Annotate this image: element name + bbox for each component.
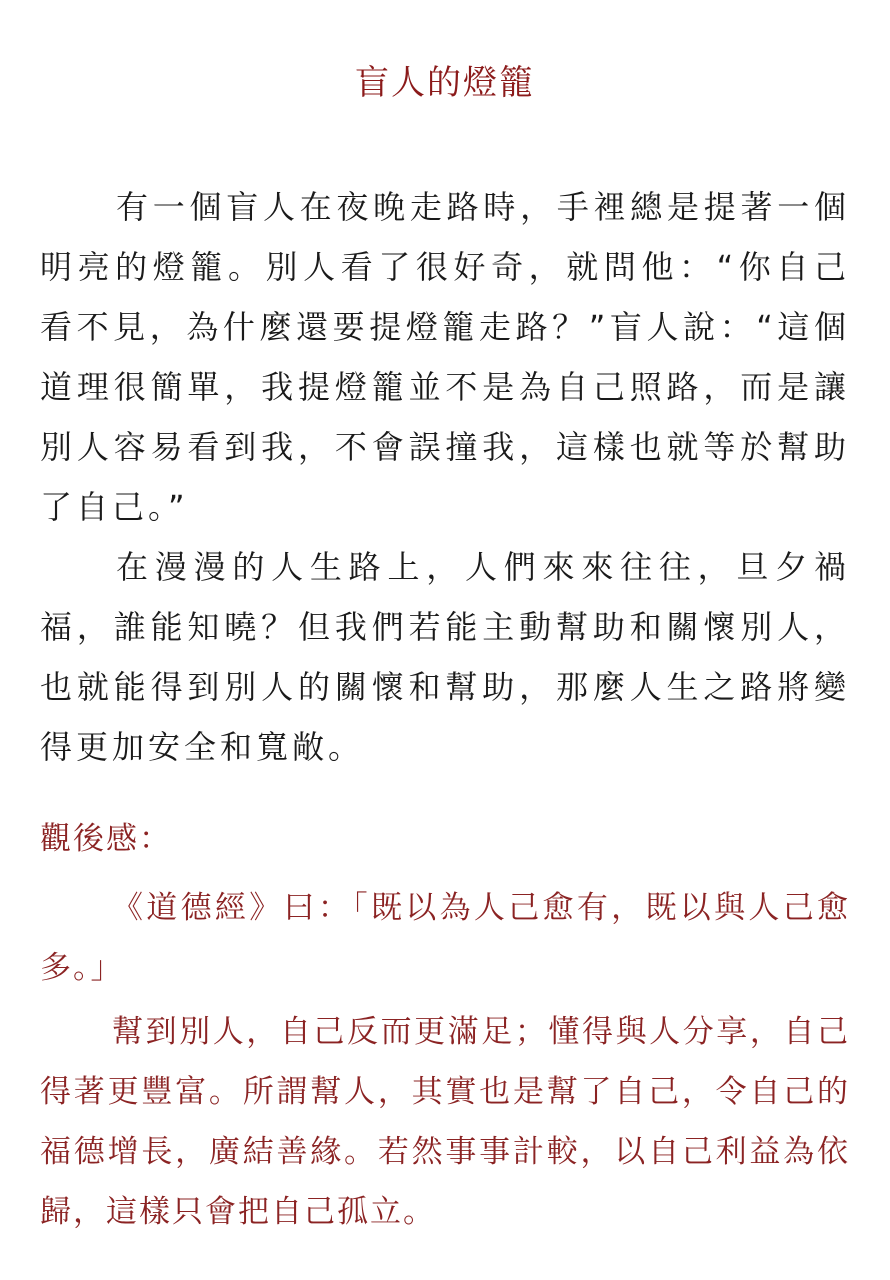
reflection-quote: 《道德經》曰：「既以為人己愈有，既以與人己愈多。」 [40, 890, 850, 986]
story-paragraph: 有一個盲人在夜晚走路時，手裡總是提著一個明亮的燈籠。別人看了很好奇，就問他：“你自己看不見，為什麼還要提燈籠走路？”盲人說：“這個道理很簡單，我提燈籠並不是為自己照路，而是讓別人容易看到我，不會誤撞我，這樣也就等於幫助了自己。” [40, 188, 850, 526]
reflection-paragraph: 幫到別人，自己反而更滿足；懂得與人分享，自己得著更豐富。所謂幫人，其實也是幫了自己，令自己的福德增長，廣結善緣。若然事事計較，以自己利益為依歸，這樣只會把自己孤立。 [40, 1014, 850, 1230]
story-body [40, 177, 850, 777]
reflection-section [40, 814, 850, 1242]
page-title: 盲人的燈籠 [355, 63, 535, 103]
reflection-heading: 觀後感： [40, 821, 172, 857]
story-paragraph: 在漫漫的人生路上，人們來來往往，旦夕禍福，誰能知曉？但我們若能主動幫助和關懷別人，也就能得到別人的關懷和幫助，那麼人生之路將變得更加安全和寬敞。 [40, 548, 850, 766]
